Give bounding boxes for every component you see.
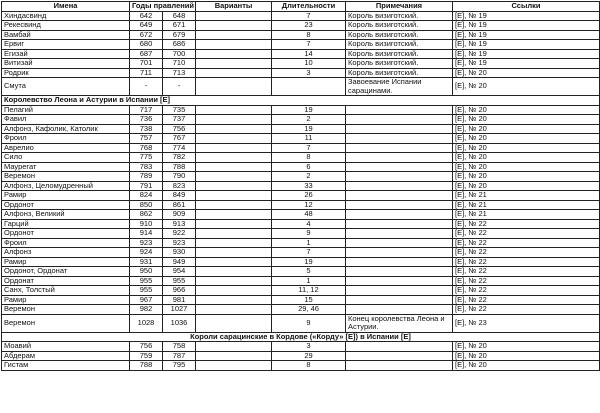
reference-cell: [E], № 19 xyxy=(453,49,600,59)
duration-cell: 8 xyxy=(272,361,346,371)
reference-cell: [E], № 22 xyxy=(453,229,600,239)
reference-cell: [E], № 20 xyxy=(453,361,600,371)
end-year-cell: 700 xyxy=(163,49,196,59)
name-cell: Алфонз, Великий xyxy=(2,210,130,220)
table-row xyxy=(2,219,600,229)
table-row xyxy=(2,68,600,78)
variant-cell xyxy=(196,286,272,296)
start-year-cell: 950 xyxy=(130,267,163,277)
note-cell xyxy=(346,134,453,144)
reference-cell: [E], № 19 xyxy=(453,21,600,31)
name-cell: Санх, Толстый xyxy=(2,286,130,296)
duration-cell: 29 xyxy=(272,351,346,361)
variant-cell xyxy=(196,115,272,125)
duration-cell: 8 xyxy=(272,30,346,40)
duration-cell: 2 xyxy=(272,115,346,125)
start-year-cell: 862 xyxy=(130,210,163,220)
start-year-cell: 768 xyxy=(130,143,163,153)
name-cell: Фавил xyxy=(2,115,130,125)
note-cell: Король визиготский. xyxy=(346,11,453,21)
table-row xyxy=(2,134,600,144)
note-cell xyxy=(346,210,453,220)
reference-cell: [E], № 20 xyxy=(453,172,600,182)
duration-cell: 9 xyxy=(272,229,346,239)
name-cell: Гистам xyxy=(2,361,130,371)
reference-cell: [E], № 20 xyxy=(453,78,600,96)
start-year-cell: 759 xyxy=(130,351,163,361)
table-row xyxy=(2,162,600,172)
variant-cell xyxy=(196,21,272,31)
name-cell: Веремон xyxy=(2,314,130,332)
table-row xyxy=(2,200,600,210)
name-cell: Родрик xyxy=(2,68,130,78)
table-row xyxy=(2,361,600,371)
start-year-cell: 1028 xyxy=(130,314,163,332)
duration-cell: 26 xyxy=(272,191,346,201)
end-year-cell: 758 xyxy=(163,342,196,352)
table-row xyxy=(2,238,600,248)
variant-cell xyxy=(196,30,272,40)
note-cell xyxy=(346,305,453,315)
duration-cell: 19 xyxy=(272,105,346,115)
reference-cell: [E], № 22 xyxy=(453,238,600,248)
reference-cell: [E], № 20 xyxy=(453,68,600,78)
start-year-cell: 687 xyxy=(130,49,163,59)
duration-cell: 7 xyxy=(272,40,346,50)
name-cell: Веремон xyxy=(2,172,130,182)
table-row xyxy=(2,351,600,361)
duration-cell: 15 xyxy=(272,295,346,305)
start-year-cell: 711 xyxy=(130,68,163,78)
duration-cell: 19 xyxy=(272,124,346,134)
name-cell: Хиндасвинд xyxy=(2,11,130,21)
start-year-cell: 931 xyxy=(130,257,163,267)
note-cell xyxy=(346,248,453,258)
start-year-cell: 967 xyxy=(130,295,163,305)
note-cell xyxy=(346,342,453,352)
reference-cell: [E], № 22 xyxy=(453,219,600,229)
table-row xyxy=(2,78,600,96)
end-year-cell: 787 xyxy=(163,351,196,361)
end-year-cell: 966 xyxy=(163,286,196,296)
variant-cell xyxy=(196,143,272,153)
variant-cell xyxy=(196,361,272,371)
end-year-cell: 923 xyxy=(163,238,196,248)
reference-cell: [E], № 20 xyxy=(453,115,600,125)
variant-cell xyxy=(196,351,272,361)
start-year-cell: 955 xyxy=(130,286,163,296)
variant-cell xyxy=(196,68,272,78)
note-cell xyxy=(346,267,453,277)
note-cell xyxy=(346,229,453,239)
end-year-cell: 823 xyxy=(163,181,196,191)
table-row xyxy=(2,40,600,50)
end-year-cell: 954 xyxy=(163,267,196,277)
table-row xyxy=(2,59,600,69)
table-row xyxy=(2,153,600,163)
name-cell: Алфонз xyxy=(2,248,130,258)
header-notes: Примечания xyxy=(346,2,453,12)
start-year-cell: 717 xyxy=(130,105,163,115)
end-year-cell: 735 xyxy=(163,105,196,115)
reference-cell: [E], № 22 xyxy=(453,267,600,277)
variant-cell xyxy=(196,40,272,50)
reference-cell: [E], № 19 xyxy=(453,40,600,50)
start-year-cell: 923 xyxy=(130,238,163,248)
name-cell: Ордонат xyxy=(2,276,130,286)
duration-cell: 11 xyxy=(272,134,346,144)
reference-cell: [E], № 20 xyxy=(453,162,600,172)
reference-cell: [E], № 19 xyxy=(453,30,600,40)
reference-cell: [E], № 23 xyxy=(453,314,600,332)
duration-cell: 19 xyxy=(272,257,346,267)
name-cell: Фроил xyxy=(2,134,130,144)
end-year-cell: 861 xyxy=(163,200,196,210)
reference-cell: [E], № 22 xyxy=(453,276,600,286)
name-cell: Алфонз, Кафолик, Католик xyxy=(2,124,130,134)
end-year-cell: 713 xyxy=(163,68,196,78)
note-cell xyxy=(346,124,453,134)
note-cell xyxy=(346,172,453,182)
start-year-cell: 783 xyxy=(130,162,163,172)
section-row xyxy=(2,332,600,342)
end-year-cell: 774 xyxy=(163,143,196,153)
note-cell xyxy=(346,105,453,115)
note-cell: Король визиготский. xyxy=(346,68,453,78)
reference-cell: [E], № 22 xyxy=(453,248,600,258)
name-cell: Егизай xyxy=(2,49,130,59)
end-year-cell: 930 xyxy=(163,248,196,258)
end-year-cell: 686 xyxy=(163,40,196,50)
reference-cell: [E], № 22 xyxy=(453,295,600,305)
note-cell xyxy=(346,295,453,305)
start-year-cell: 680 xyxy=(130,40,163,50)
header-row xyxy=(2,2,600,12)
reference-cell: [E], № 20 xyxy=(453,134,600,144)
note-cell xyxy=(346,143,453,153)
name-cell: Алфонз, Целомудренный xyxy=(2,181,130,191)
name-cell: Рамир xyxy=(2,191,130,201)
duration-cell: 5 xyxy=(272,267,346,277)
duration-cell: 6 xyxy=(272,162,346,172)
note-cell xyxy=(346,191,453,201)
name-cell: Ордонот xyxy=(2,200,130,210)
end-year-cell: 782 xyxy=(163,153,196,163)
reference-cell: [E], № 20 xyxy=(453,124,600,134)
start-year-cell: 955 xyxy=(130,276,163,286)
end-year-cell: 913 xyxy=(163,219,196,229)
variant-cell xyxy=(196,59,272,69)
section-title: Королевство Леона и Астурии в Испании [E] xyxy=(2,96,600,106)
note-cell xyxy=(346,162,453,172)
duration-cell: 1 xyxy=(272,238,346,248)
start-year-cell: 672 xyxy=(130,30,163,40)
end-year-cell: 981 xyxy=(163,295,196,305)
start-year-cell: 756 xyxy=(130,342,163,352)
note-cell: Король визиготский. xyxy=(346,21,453,31)
table-row xyxy=(2,30,600,40)
end-year-cell: 795 xyxy=(163,361,196,371)
table-row xyxy=(2,210,600,220)
table-row xyxy=(2,143,600,153)
table-row xyxy=(2,229,600,239)
duration-cell: 3 xyxy=(272,68,346,78)
end-year-cell: 1036 xyxy=(163,314,196,332)
header-years: Годы правлений xyxy=(130,2,196,12)
variant-cell xyxy=(196,257,272,267)
table-row xyxy=(2,257,600,267)
table-row xyxy=(2,21,600,31)
duration-cell: 33 xyxy=(272,181,346,191)
note-cell xyxy=(346,351,453,361)
variant-cell xyxy=(196,305,272,315)
reference-cell: [E], № 22 xyxy=(453,286,600,296)
duration-cell: 4 xyxy=(272,219,346,229)
end-year-cell: 788 xyxy=(163,162,196,172)
end-year-cell: 790 xyxy=(163,172,196,182)
table-row xyxy=(2,124,600,134)
header-durations: Длительности xyxy=(272,2,346,12)
end-year-cell: 679 xyxy=(163,30,196,40)
duration-cell: 8 xyxy=(272,153,346,163)
variant-cell xyxy=(196,11,272,21)
table-row xyxy=(2,105,600,115)
table-body xyxy=(2,11,600,370)
variant-cell xyxy=(196,134,272,144)
note-cell: Король визиготский. xyxy=(346,30,453,40)
name-cell: Маурегат xyxy=(2,162,130,172)
note-cell: Конец королевства Леона и Астурии. xyxy=(346,314,453,332)
name-cell: Веремон xyxy=(2,305,130,315)
table-row xyxy=(2,49,600,59)
duration-cell: 12 xyxy=(272,200,346,210)
variant-cell xyxy=(196,181,272,191)
variant-cell xyxy=(196,191,272,201)
duration-cell: 23 xyxy=(272,21,346,31)
variant-cell xyxy=(196,219,272,229)
end-year-cell: 1027 xyxy=(163,305,196,315)
note-cell xyxy=(346,257,453,267)
variant-cell xyxy=(196,314,272,332)
end-year-cell: - xyxy=(163,78,196,96)
name-cell: Абдерам xyxy=(2,351,130,361)
table-row xyxy=(2,191,600,201)
start-year-cell: 757 xyxy=(130,134,163,144)
reference-cell: [E], № 22 xyxy=(453,305,600,315)
start-year-cell: 701 xyxy=(130,59,163,69)
variant-cell xyxy=(196,153,272,163)
start-year-cell: 982 xyxy=(130,305,163,315)
duration-cell: 7 xyxy=(272,11,346,21)
name-cell: Ордонот, Ордонат xyxy=(2,267,130,277)
name-cell: Аврелио xyxy=(2,143,130,153)
note-cell xyxy=(346,238,453,248)
reference-cell: [E], № 21 xyxy=(453,210,600,220)
variant-cell xyxy=(196,200,272,210)
reference-cell: [E], № 19 xyxy=(453,59,600,69)
header-variants: Варианты xyxy=(196,2,272,12)
variant-cell xyxy=(196,49,272,59)
name-cell: Витизай xyxy=(2,59,130,69)
name-cell: Рекесвинд xyxy=(2,21,130,31)
table-row xyxy=(2,181,600,191)
duration-cell: 7 xyxy=(272,248,346,258)
table-row xyxy=(2,286,600,296)
name-cell: Рамир xyxy=(2,257,130,267)
end-year-cell: 909 xyxy=(163,210,196,220)
start-year-cell: 642 xyxy=(130,11,163,21)
reference-cell: [E], № 20 xyxy=(453,181,600,191)
name-cell: Пелагий xyxy=(2,105,130,115)
note-cell xyxy=(346,200,453,210)
end-year-cell: 767 xyxy=(163,134,196,144)
duration-cell: 48 xyxy=(272,210,346,220)
duration-cell: 1 xyxy=(272,276,346,286)
reign-table xyxy=(1,1,600,371)
table-row xyxy=(2,295,600,305)
start-year-cell: 924 xyxy=(130,248,163,258)
reference-cell: [E], № 20 xyxy=(453,143,600,153)
note-cell xyxy=(346,361,453,371)
variant-cell xyxy=(196,162,272,172)
header-references: Ссылки xyxy=(453,2,600,12)
header-names: Имена xyxy=(2,2,130,12)
section-title: Короли сарацинские в Кордове («Корду» [E]) в Испании [E] xyxy=(2,332,600,342)
note-cell xyxy=(346,153,453,163)
table-row xyxy=(2,305,600,315)
end-year-cell: 949 xyxy=(163,257,196,267)
start-year-cell: 910 xyxy=(130,219,163,229)
note-cell: Король визиготский. xyxy=(346,59,453,69)
variant-cell xyxy=(196,124,272,134)
variant-cell xyxy=(196,172,272,182)
start-year-cell: 738 xyxy=(130,124,163,134)
start-year-cell: 791 xyxy=(130,181,163,191)
name-cell: Моавий xyxy=(2,342,130,352)
start-year-cell: 649 xyxy=(130,21,163,31)
variant-cell xyxy=(196,267,272,277)
name-cell: Вамбай xyxy=(2,30,130,40)
name-cell: Ервиг xyxy=(2,40,130,50)
reference-cell: [E], № 21 xyxy=(453,191,600,201)
duration-cell: 11, 12 xyxy=(272,286,346,296)
note-cell xyxy=(346,276,453,286)
end-year-cell: 671 xyxy=(163,21,196,31)
end-year-cell: 922 xyxy=(163,229,196,239)
start-year-cell: - xyxy=(130,78,163,96)
note-cell: Король визиготский. xyxy=(346,40,453,50)
end-year-cell: 710 xyxy=(163,59,196,69)
start-year-cell: 824 xyxy=(130,191,163,201)
duration-cell: 3 xyxy=(272,342,346,352)
section-row xyxy=(2,96,600,106)
note-cell xyxy=(346,286,453,296)
start-year-cell: 788 xyxy=(130,361,163,371)
reference-cell: [E], № 20 xyxy=(453,153,600,163)
variant-cell xyxy=(196,248,272,258)
duration-cell: 2 xyxy=(272,172,346,182)
table-row xyxy=(2,11,600,21)
note-cell: Король визиготский. xyxy=(346,49,453,59)
reference-cell: [E], № 19 xyxy=(453,11,600,21)
start-year-cell: 775 xyxy=(130,153,163,163)
variant-cell xyxy=(196,78,272,96)
duration-cell: 9 xyxy=(272,314,346,332)
name-cell: Сило xyxy=(2,153,130,163)
name-cell: Рамир xyxy=(2,295,130,305)
table-row xyxy=(2,314,600,332)
duration-cell: 29, 46 xyxy=(272,305,346,315)
note-cell xyxy=(346,115,453,125)
duration-cell: 14 xyxy=(272,49,346,59)
table-row xyxy=(2,342,600,352)
table-row xyxy=(2,172,600,182)
duration-cell xyxy=(272,78,346,96)
reference-cell: [E], № 20 xyxy=(453,105,600,115)
start-year-cell: 850 xyxy=(130,200,163,210)
variant-cell xyxy=(196,229,272,239)
table-row xyxy=(2,248,600,258)
reference-cell: [E], № 20 xyxy=(453,351,600,361)
reference-cell: [E], № 21 xyxy=(453,200,600,210)
table-row xyxy=(2,267,600,277)
variant-cell xyxy=(196,276,272,286)
end-year-cell: 849 xyxy=(163,191,196,201)
table-row xyxy=(2,276,600,286)
reference-cell: [E], № 20 xyxy=(453,342,600,352)
reference-cell: [E], № 22 xyxy=(453,257,600,267)
note-cell: Завоевание Испании сарацинами. xyxy=(346,78,453,96)
variant-cell xyxy=(196,238,272,248)
duration-cell: 7 xyxy=(272,143,346,153)
table-row xyxy=(2,115,600,125)
name-cell: Гарций xyxy=(2,219,130,229)
end-year-cell: 737 xyxy=(163,115,196,125)
start-year-cell: 789 xyxy=(130,172,163,182)
end-year-cell: 756 xyxy=(163,124,196,134)
variant-cell xyxy=(196,342,272,352)
duration-cell: 10 xyxy=(272,59,346,69)
end-year-cell: 955 xyxy=(163,276,196,286)
start-year-cell: 736 xyxy=(130,115,163,125)
variant-cell xyxy=(196,295,272,305)
end-year-cell: 648 xyxy=(163,11,196,21)
name-cell: Фроил xyxy=(2,238,130,248)
name-cell: Смута xyxy=(2,78,130,96)
name-cell: Ордонот xyxy=(2,229,130,239)
variant-cell xyxy=(196,105,272,115)
note-cell xyxy=(346,219,453,229)
variant-cell xyxy=(196,210,272,220)
note-cell xyxy=(346,181,453,191)
start-year-cell: 914 xyxy=(130,229,163,239)
